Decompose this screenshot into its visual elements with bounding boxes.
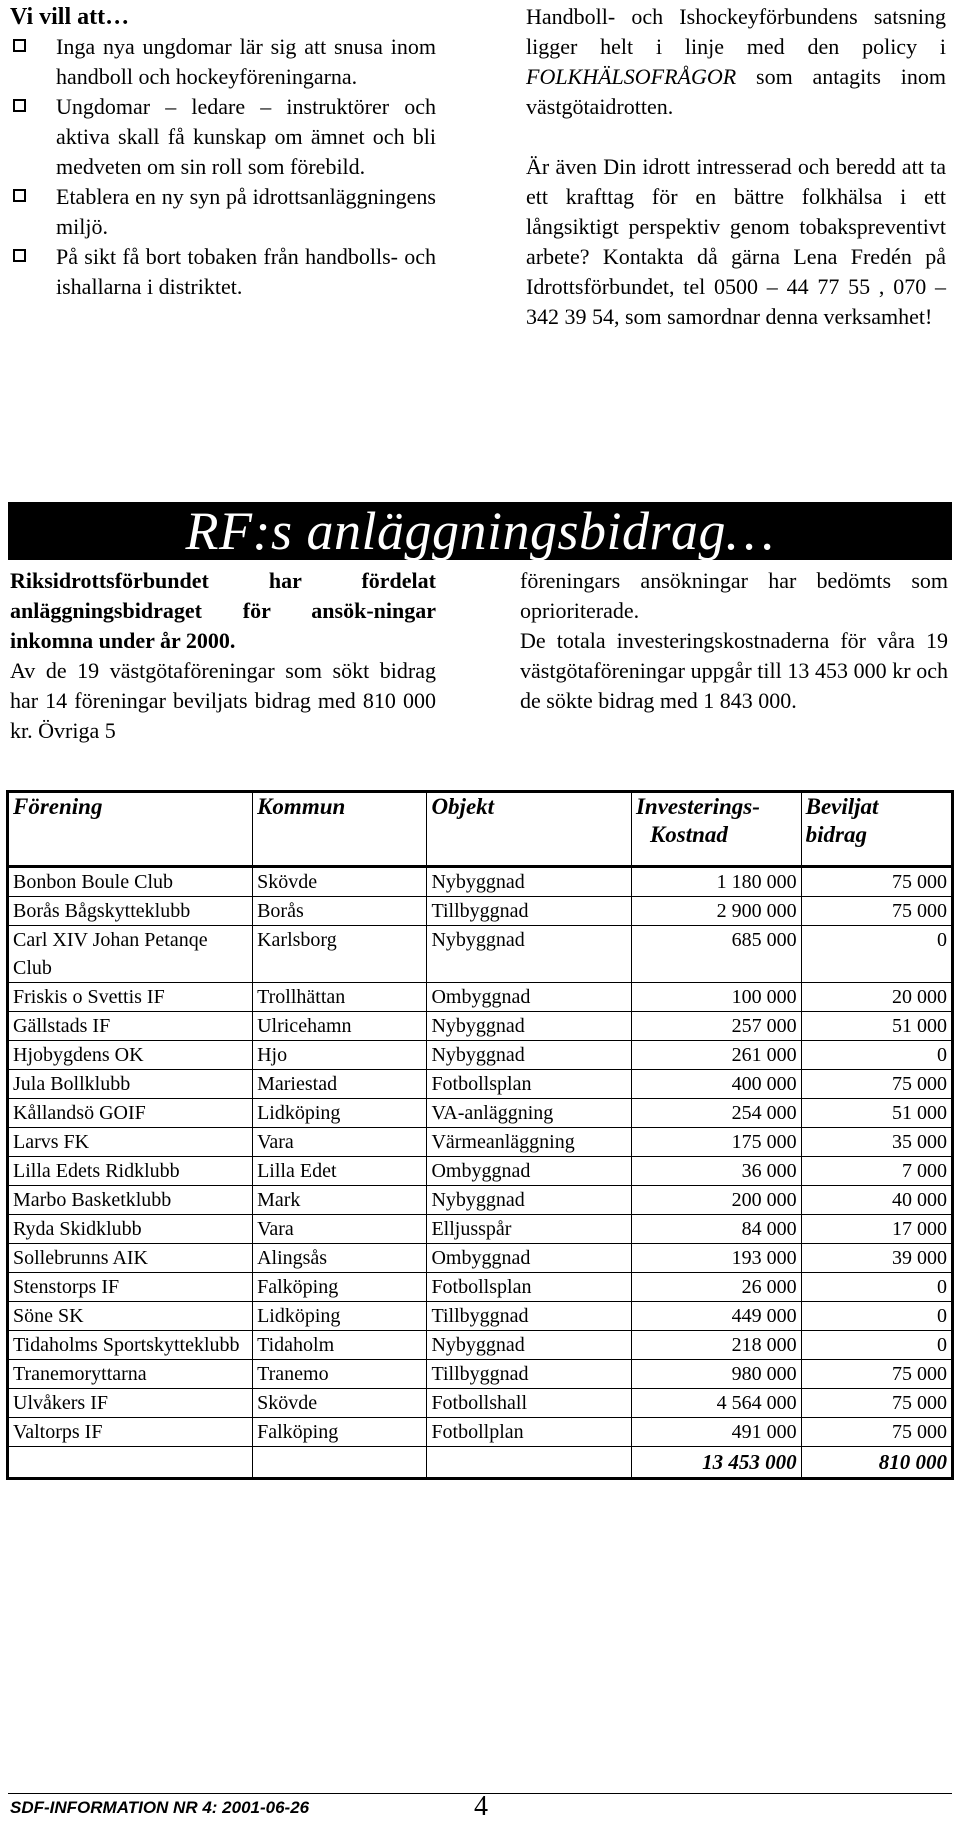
checkbox-bullet-icon (13, 189, 26, 202)
cell-kostnad: 685 000 (631, 926, 801, 983)
cell-kostnad: 449 000 (631, 1302, 801, 1331)
intro-right-column (526, 2, 946, 332)
table-row (8, 1070, 953, 1099)
cell-bidrag: 0 (801, 1302, 952, 1331)
cell-objekt: Fotbollplan (427, 1418, 632, 1447)
rf-left-column (10, 566, 436, 746)
table-total-row (8, 1447, 953, 1479)
cell-forening: Valtorps IF (8, 1418, 253, 1447)
goal-text: Etablera en ny syn på idrottsanläggningens miljö. (56, 184, 436, 239)
cell-bidrag: 51 000 (801, 1099, 952, 1128)
rf-right-column (520, 566, 948, 716)
cell-objekt: Nybyggnad (427, 1012, 632, 1041)
checkbox-bullet-icon (13, 39, 26, 52)
cell-bidrag: 75 000 (801, 1070, 952, 1099)
goal-item (10, 32, 436, 92)
table-row (8, 1302, 953, 1331)
table-row (8, 1157, 953, 1186)
table-row (8, 1244, 953, 1273)
cell-objekt: Fotbollshall (427, 1389, 632, 1418)
cell-kostnad: 175 000 (631, 1128, 801, 1157)
cell-kommun: Skövde (253, 867, 427, 897)
cell-forening: Friskis o Svettis IF (8, 983, 253, 1012)
cell-kostnad: 84 000 (631, 1215, 801, 1244)
cell-kostnad: 193 000 (631, 1244, 801, 1273)
cell-forening: Tidaholms Sportskytteklubb (8, 1331, 253, 1360)
cell-forening: Bonbon Boule Club (8, 867, 253, 897)
goal-item (10, 92, 436, 182)
table-row (8, 926, 953, 983)
cell-bidrag: 39 000 (801, 1244, 952, 1273)
cell-forening: Ulvåkers IF (8, 1389, 253, 1418)
cell-forening: Stenstorps IF (8, 1273, 253, 1302)
goal-item (10, 242, 436, 302)
policy-name: FOLKHÄLSOFRÅGOR (526, 64, 737, 89)
cell-bidrag: 0 (801, 1331, 952, 1360)
cell-objekt: Nybyggnad (427, 1041, 632, 1070)
cell-kostnad: 200 000 (631, 1186, 801, 1215)
header-beviljat-line1: Beviljat (805, 794, 879, 819)
cell-kostnad: 36 000 (631, 1157, 801, 1186)
cell-forening: Sollebrunns AIK (8, 1244, 253, 1273)
header-investering-line1: Investerings- (635, 794, 760, 819)
table-row (8, 897, 953, 926)
checkbox-bullet-icon (13, 249, 26, 262)
cell-bidrag: 75 000 (801, 897, 952, 926)
cell-kommun: Karlsborg (253, 926, 427, 983)
goals-heading: Vi vill att… (10, 4, 130, 30)
cell-forening: Borås Bågskytteklubb (8, 897, 253, 926)
cell-forening: Tranemoryttarna (8, 1360, 253, 1389)
cell-kostnad: 218 000 (631, 1331, 801, 1360)
cell-kostnad: 4 564 000 (631, 1389, 801, 1418)
header-investering (631, 792, 801, 867)
cell-bidrag: 7 000 (801, 1157, 952, 1186)
cell-bidrag: 75 000 (801, 1389, 952, 1418)
cell-kostnad: 261 000 (631, 1041, 801, 1070)
cell-kommun: Mariestad (253, 1070, 427, 1099)
goal-item (10, 182, 436, 242)
cell-objekt: Nybyggnad (427, 1186, 632, 1215)
cell-kommun: Borås (253, 897, 427, 926)
header-beviljat-line2: bidrag (805, 822, 867, 847)
cell-objekt: Tillbyggnad (427, 1360, 632, 1389)
cell-kostnad: 2 900 000 (631, 897, 801, 926)
goal-text: På sikt få bort tobaken från handbolls- och ishallarna i distriktet. (56, 244, 436, 299)
total-kostnad: 13 453 000 (631, 1447, 801, 1479)
cell-objekt: Fotbollsplan (427, 1273, 632, 1302)
cell-bidrag: 17 000 (801, 1215, 952, 1244)
cell-kommun: Lidköping (253, 1302, 427, 1331)
table-row (8, 1128, 953, 1157)
cell-objekt: Tillbyggnad (427, 1302, 632, 1331)
banner-title: RF:s anläggningsbidrag… (185, 501, 775, 561)
table-row (8, 1389, 953, 1418)
cell-bidrag: 75 000 (801, 1360, 952, 1389)
cell-bidrag: 20 000 (801, 983, 952, 1012)
cell-forening: Larvs FK (8, 1128, 253, 1157)
rf-lead: Riksidrottsförbundet har fördelat anläggningsbidraget för ansök-ningar inkomna under år 2000. (10, 568, 436, 653)
table-body (8, 867, 953, 1447)
table-header-row (8, 792, 953, 867)
goals-list (10, 32, 436, 302)
cell-objekt: Ombyggnad (427, 1244, 632, 1273)
cell-objekt: Elljusspår (427, 1215, 632, 1244)
header-beviljat (801, 792, 952, 867)
section-banner (8, 502, 952, 560)
cell-bidrag: 51 000 (801, 1012, 952, 1041)
cell-kostnad: 26 000 (631, 1273, 801, 1302)
cell-forening: Kållandsö GOIF (8, 1099, 253, 1128)
cell-objekt: Tillbyggnad (427, 897, 632, 926)
table-row (8, 1418, 953, 1447)
rf-left-text: Av de 19 västgötaföreningar som sökt bidrag har 14 föreningar beviljats bidrag med 810 000 kr. Övriga 5 (10, 658, 436, 743)
cell-objekt: Ombyggnad (427, 1157, 632, 1186)
cell-forening: Marbo Basketklubb (8, 1186, 253, 1215)
cell-bidrag: 35 000 (801, 1128, 952, 1157)
cell-kommun: Skövde (253, 1389, 427, 1418)
table-row (8, 1331, 953, 1360)
cell-kommun: Vara (253, 1128, 427, 1157)
cell-objekt: Nybyggnad (427, 867, 632, 897)
cell-kommun: Falköping (253, 1418, 427, 1447)
cell-kommun: Tranemo (253, 1360, 427, 1389)
cell-kostnad: 400 000 (631, 1070, 801, 1099)
table-row (8, 867, 953, 897)
checkbox-bullet-icon (13, 99, 26, 112)
table-row (8, 1215, 953, 1244)
rf-right-text-2: De totala investeringskostnaderna för våra 19 västgötaföreningar uppgår till 13 453 000 kr och de sökte bidrag med 1 843 000. (520, 628, 948, 713)
cell-kommun: Falköping (253, 1273, 427, 1302)
cell-objekt: Nybyggnad (427, 926, 632, 983)
cell-forening: Hjobygdens OK (8, 1041, 253, 1070)
policy-text-end: som antagits inom västgötaidrotten. (526, 64, 946, 119)
cell-bidrag: 0 (801, 1041, 952, 1070)
total-empty-cell (427, 1447, 632, 1479)
goal-text: Ungdomar – ledare – instruktörer och aktiva skall få kunskap om ämnet och bli medveten om sin roll som förebild. (56, 94, 436, 179)
cell-forening: Ryda Skidklubb (8, 1215, 253, 1244)
table-row (8, 1273, 953, 1302)
table-row (8, 983, 953, 1012)
rf-right-text-1: föreningars ansökningar har bedömts som oprioriterade. (520, 568, 948, 623)
cell-bidrag: 40 000 (801, 1186, 952, 1215)
cell-objekt: Fotbollsplan (427, 1070, 632, 1099)
cell-bidrag: 0 (801, 1273, 952, 1302)
cell-objekt: VA-anläggning (427, 1099, 632, 1128)
header-kommun: Kommun (253, 792, 427, 867)
cell-bidrag: 75 000 (801, 867, 952, 897)
table-row (8, 1041, 953, 1070)
total-empty-cell (253, 1447, 427, 1479)
grants-table (6, 790, 954, 1480)
cell-kostnad: 254 000 (631, 1099, 801, 1128)
header-forening: Förening (8, 792, 253, 867)
cell-kommun: Ulricehamn (253, 1012, 427, 1041)
policy-text-start: Handboll- och Ishockeyförbundens satsning ligger helt i linje med den policy i (526, 4, 946, 59)
table-row (8, 1012, 953, 1041)
cell-kommun: Trollhättan (253, 983, 427, 1012)
total-bidrag: 810 000 (801, 1447, 952, 1479)
cell-forening: Lilla Edets Ridklubb (8, 1157, 253, 1186)
cell-kommun: Vara (253, 1215, 427, 1244)
cell-forening: Carl XIV Johan Petanqe Club (8, 926, 253, 983)
cell-kostnad: 100 000 (631, 983, 801, 1012)
cell-kostnad: 491 000 (631, 1418, 801, 1447)
cell-kommun: Mark (253, 1186, 427, 1215)
table-row (8, 1360, 953, 1389)
cell-objekt: Ombyggnad (427, 983, 632, 1012)
cell-forening: Söne SK (8, 1302, 253, 1331)
cell-objekt: Värmeanläggning (427, 1128, 632, 1157)
total-empty-cell (8, 1447, 253, 1479)
cell-kommun: Hjo (253, 1041, 427, 1070)
cell-kommun: Alingsås (253, 1244, 427, 1273)
cell-kommun: Tidaholm (253, 1331, 427, 1360)
goal-text: Inga nya ungdomar lär sig att snusa inom handboll och hockeyföreningarna. (56, 34, 436, 89)
cell-objekt: Nybyggnad (427, 1331, 632, 1360)
cell-bidrag: 75 000 (801, 1418, 952, 1447)
cell-forening: Jula Bollklubb (8, 1070, 253, 1099)
table-row (8, 1186, 953, 1215)
header-objekt: Objekt (427, 792, 632, 867)
table-row (8, 1099, 953, 1128)
cell-forening: Gällstads IF (8, 1012, 253, 1041)
cell-kommun: Lidköping (253, 1099, 427, 1128)
policy-paragraph (526, 2, 946, 122)
cell-kostnad: 980 000 (631, 1360, 801, 1389)
header-investering-line2: Kostnad (649, 822, 728, 847)
intro-left-column (10, 2, 436, 302)
cell-bidrag: 0 (801, 926, 952, 983)
page-number: 4 (474, 1791, 488, 1822)
cell-kommun: Lilla Edet (253, 1157, 427, 1186)
cell-kostnad: 1 180 000 (631, 867, 801, 897)
footer-label: SDF-INFORMATION NR 4: 2001-06-26 (10, 1798, 310, 1817)
cell-kostnad: 257 000 (631, 1012, 801, 1041)
contact-paragraph: Är även Din idrott intresserad och beredd att ta ett krafttag för en bättre folkhälsa i ett långsiktigt perspektiv genom tobakspreventivt arbete? Kontakta då gärna Lena Fredén på Idrottsförbundet, tel 0500 – 44 77 55 , 070 – 342 39 54, som samordnar denna verksamhet! (526, 154, 946, 329)
